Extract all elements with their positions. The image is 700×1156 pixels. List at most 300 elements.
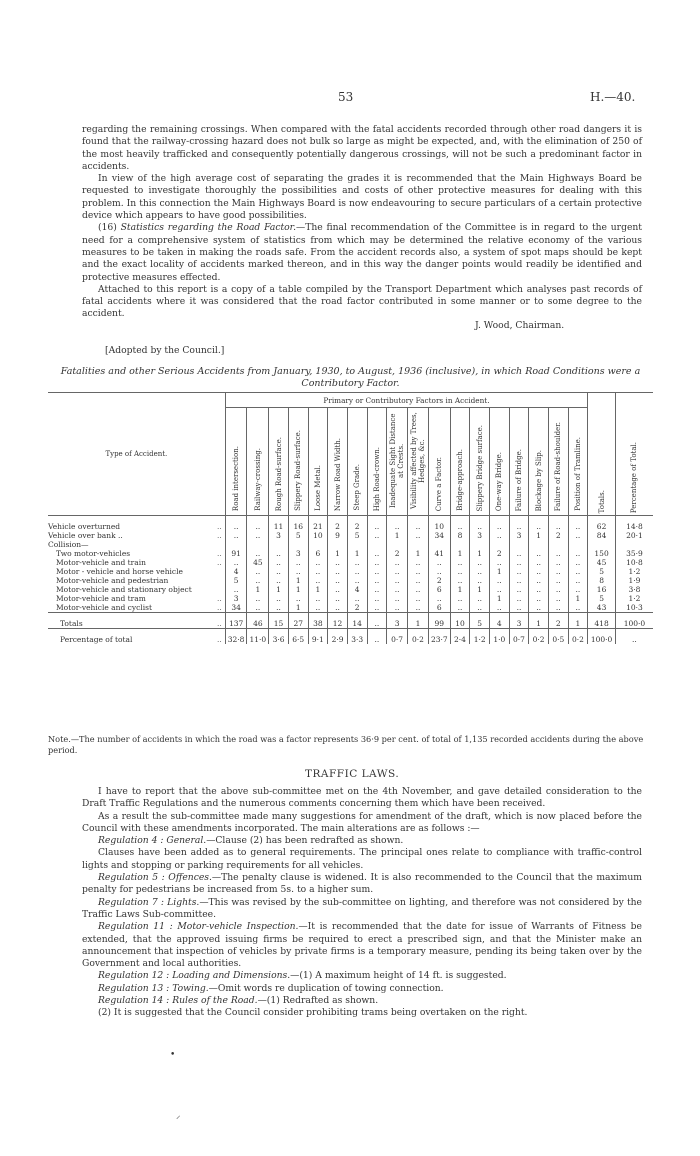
table-cell: 46: [247, 613, 269, 629]
table-cell: 0·7: [509, 629, 529, 645]
paragraph-statistics: (16) Statistics regarding the Road Factor.—The final recommendation of the Committee is in regard to the urgent need for a comprehensive system of statistics from which may be determined the relative economy of the various measures to be taken in making the roads safe. From the accident records also, a system of spot maps should be kept and the exact locality of accidents marked thereon, and in this way the danger points would readily be identified and protective measures effected.: [82, 222, 643, 283]
regulation-ref: Regulation 11 : Motor-vehicle Inspection.: [98, 921, 299, 933]
regulation-ref: Regulation 13 : Towing.: [98, 982, 209, 994]
table-cell: ..: [450, 567, 470, 576]
row-total: 150: [588, 549, 616, 558]
table-cell: 1: [288, 576, 308, 585]
row-percentage: 20·1: [615, 531, 653, 540]
regulation-item: Regulation 11 : Motor-vehicle Inspection.—It is recommended that the date for issue of Warrants of Fitness be extended, that the approved issuing firms be required to erect a prescribed sign, and that the Minister make an announcement that inspection of vehicles by private firms is a temporary measure, pending its being taken over by the Government and local authorities.: [82, 921, 642, 970]
table-cell: 1: [489, 567, 509, 576]
row-label: Vehicle overturned ..: [48, 522, 222, 531]
table-cell: ..: [347, 567, 367, 576]
traffic-laws-heading: TRAFFIC LAWS.: [305, 768, 400, 780]
table-cell: ..: [367, 516, 387, 532]
table-cell: ..: [367, 613, 387, 629]
row-percentage: 1·2: [615, 567, 653, 576]
traffic-laws-text: [82, 786, 642, 1020]
table-cell: 1: [568, 594, 588, 603]
regulation-list: [82, 835, 642, 1019]
table-cell: 1: [328, 549, 348, 558]
row-percentage: 100·0: [615, 613, 653, 629]
table-cell: 15: [269, 613, 289, 629]
row-total: 5: [588, 567, 616, 576]
table-cell: 1: [408, 613, 429, 629]
table-cell: 10: [450, 613, 470, 629]
factor-column-header: Loose Metal.: [308, 408, 328, 516]
table-row: [48, 576, 653, 585]
table-cell: ..: [408, 567, 429, 576]
table-cell: ..: [568, 531, 588, 540]
factor-column-header: Blockage by Slip.: [529, 408, 549, 516]
table-cell: ..: [548, 567, 568, 576]
row-label: Percentage of total ..: [48, 629, 225, 645]
table-cell: 2·9: [328, 629, 348, 645]
table-cell: 137: [225, 613, 247, 629]
paragraph: Attached to this report is a copy of a table compiled by the Transport Department which analyses past records of fatal accidents where it was considered that the road factor contributed in some manner or to some degree to the accident.: [82, 283, 642, 320]
table-cell: ..: [387, 576, 408, 585]
factor-column-header: One-way Bridge.: [489, 408, 509, 516]
paragraph: I have to report that the above sub-committee met on the 4th November, and gave detailed consideration to the Draft Traffic Regulations and the numerous comments concerning them which have been received.: [82, 786, 642, 810]
row-percentage: 1·2: [615, 594, 653, 603]
table-cell: ..: [347, 594, 367, 603]
table-cell: ..: [568, 576, 588, 585]
adopted-note: [Adopted by the Council.]: [105, 345, 225, 356]
table-cell: 2: [548, 613, 568, 629]
regulation-item: Regulation 13 : Towing.—Omit words re duplication of towing connection.: [98, 982, 444, 994]
table-cell: 6: [428, 603, 450, 613]
table-cell: 0·2: [568, 629, 588, 645]
table-cell: ..: [387, 594, 408, 603]
table-cell: ..: [367, 594, 387, 603]
document-reference: H.—40.: [590, 90, 636, 104]
factor-column-header: Slippery Bridge surface.: [470, 408, 490, 516]
table-cell: ..: [529, 549, 549, 558]
table-cell: ..: [408, 576, 429, 585]
table-cell: ..: [470, 516, 490, 532]
table-cell: 2: [387, 549, 408, 558]
paragraph: In view of the high average cost of separating the grades it is recommended that the Main Highways Board be requested to investigate thoroughly the possibilities and costs of other protective measures for dealing with this problem. In this connection the Main Highways Board is now endeavouring to secure particulars of a certain protective device which appears to have good possibilities.: [82, 173, 642, 222]
table-cell: ..: [269, 567, 289, 576]
table-cell: 2: [347, 516, 367, 532]
table-cell: 34: [225, 603, 247, 613]
row-label: Motor-vehicle and stationary object: [56, 585, 192, 594]
table-cell: ..: [568, 558, 588, 567]
table-cell: ..: [367, 603, 387, 613]
factor-column-header: Railway-crossing.: [247, 408, 269, 516]
table-cell: ..: [288, 594, 308, 603]
factor-column-header: Failure of Road-shoulder.: [548, 408, 568, 516]
table-cell: ..: [470, 603, 490, 613]
regulation-item: Regulation 14 : Rules of the Road.—(1) Redrafted as shown.: [98, 995, 379, 1007]
table-cell: ..: [529, 576, 549, 585]
regulation-item: Regulation 5 : Offences.—The penalty clause is widened. It is also recommended to the Council that the maximum penalty for pedestrians be increased from 5s. to a higher sum.: [82, 872, 642, 896]
table-cell: 1: [450, 585, 470, 594]
row-total: 16: [588, 585, 616, 594]
table-cell: ..: [509, 576, 529, 585]
table-cell: ..: [387, 516, 408, 532]
row-total: 84: [588, 531, 616, 540]
table-cell: ..: [529, 585, 549, 594]
table-cell: [367, 540, 387, 549]
table-cell: 1·2: [470, 629, 490, 645]
table-cell: ..: [529, 603, 549, 613]
table-cell: 2: [347, 603, 367, 613]
percentage-row: [48, 629, 653, 645]
table-cell: ..: [269, 549, 289, 558]
row-total: 45: [588, 558, 616, 567]
table-cell: 11: [269, 516, 289, 532]
table-cell: ..: [408, 594, 429, 603]
table-cell: ..: [548, 576, 568, 585]
table-cell: 3: [470, 531, 490, 540]
table-cell: 8: [450, 531, 470, 540]
table-cell: ..: [509, 516, 529, 532]
paragraph: As a result the sub-committee made many suggestions for amendment of the draft, which is now placed before the Council with these amendments incorporated. The main alterations are as follows :—: [82, 810, 642, 834]
table-cell: 38: [308, 613, 328, 629]
factor-column-header: Inadequate Sight Distance at Crests.: [387, 408, 408, 516]
row-label: Motor-vehicle and train ..: [56, 558, 222, 567]
regulation-item: Regulation 4 : General.—Clause (2) has been redrafted as shown.: [98, 835, 404, 847]
table-cell: 6: [428, 585, 450, 594]
table-cell: 5: [347, 531, 367, 540]
table-cell: ..: [509, 603, 529, 613]
table-row: [48, 594, 653, 603]
table-cell: 2·4: [450, 629, 470, 645]
table-cell: ..: [225, 516, 247, 532]
table-cell: ..: [548, 603, 568, 613]
table-cell: [308, 540, 328, 549]
regulation-ref: Regulation 14 : Rules of the Road.: [98, 995, 258, 1007]
table-cell: 4: [489, 613, 509, 629]
table-cell: 5: [225, 576, 247, 585]
row-percentage: 3·8: [615, 585, 653, 594]
table-cell: 1·0: [489, 629, 509, 645]
table-cell: ..: [225, 558, 247, 567]
table-row: [48, 540, 653, 549]
row-percentage: 10·3: [615, 603, 653, 613]
paragraph: regarding the remaining crossings. When compared with the fatal accidents recorded through other road dangers it is found that the railway-crossing hazard does not bulk so large as might be expected, and, with the elimination of 250 of the most heavily trafficked and consequently potentially dangerous crossings, will not be such a predominant factor in accidents.: [82, 124, 642, 172]
table-row: [48, 549, 653, 558]
table-cell: ..: [247, 549, 269, 558]
regulation-item: Clauses have been added as to general requirements. The principal ones relate to compliance with traffic-control lights and stopping or parking requirements for all vehicles.: [82, 847, 642, 871]
factor-column-header: Rough Road-surface.: [269, 408, 289, 516]
table-cell: 2: [428, 576, 450, 585]
table-cell: ..: [367, 629, 387, 645]
table-cell: ..: [247, 567, 269, 576]
table-cell: ..: [328, 558, 348, 567]
row-percentage: [615, 540, 653, 549]
table-cell: ..: [509, 558, 529, 567]
table-cell: [408, 540, 429, 549]
row-percentage: 14·8: [615, 516, 653, 532]
table-cell: 3: [269, 531, 289, 540]
signature: J. Wood, Chairman.: [475, 320, 565, 331]
factor-column-header: High Road-crown.: [367, 408, 387, 516]
table-cell: ..: [225, 585, 247, 594]
table-cell: 1: [529, 531, 549, 540]
row-total: 62: [588, 516, 616, 532]
table-cell: 16: [288, 516, 308, 532]
table-cell: 3: [387, 613, 408, 629]
row-label: Vehicle over bank .. ..: [48, 531, 222, 540]
table-cell: ..: [408, 516, 429, 532]
factor-column-header: Bridge-approach.: [450, 408, 470, 516]
table-cell: 9: [328, 531, 348, 540]
factor-column-header: Failure of Bridge.: [509, 408, 529, 516]
row-total: [588, 540, 616, 549]
table-cell: 41: [428, 549, 450, 558]
table-cell: ..: [367, 585, 387, 594]
table-row: [48, 567, 653, 576]
table-cell: [347, 540, 367, 549]
table-cell: ..: [308, 558, 328, 567]
table-cell: ..: [568, 567, 588, 576]
row-percentage: 10·8: [615, 558, 653, 567]
totals-row: [48, 613, 653, 629]
table-cell: 32·8: [225, 629, 247, 645]
table-cell: ..: [247, 603, 269, 613]
table-cell: ..: [247, 576, 269, 585]
table-cell: 0·2: [408, 629, 429, 645]
table-cell: [489, 540, 509, 549]
table-cell: 3: [509, 531, 529, 540]
table-cell: [529, 540, 549, 549]
row-total: 5: [588, 594, 616, 603]
regulation-ref: Regulation 5 : Offences.: [98, 872, 212, 884]
table-cell: 1: [489, 594, 509, 603]
table-cell: [509, 540, 529, 549]
table-cell: [269, 540, 289, 549]
table-row: [48, 585, 653, 594]
percentage-header: Percentage of Total.: [615, 393, 653, 516]
table-cell: 6: [308, 549, 328, 558]
table-cell: [387, 540, 408, 549]
table-cell: [450, 540, 470, 549]
table-cell: ..: [328, 603, 348, 613]
table-cell: [470, 540, 490, 549]
table-cell: 1: [568, 613, 588, 629]
table-cell: 99: [428, 613, 450, 629]
table-cell: 1: [269, 585, 289, 594]
table-cell: ..: [489, 558, 509, 567]
table-cell: 3: [509, 613, 529, 629]
table-cell: 1: [470, 549, 490, 558]
table-cell: 2: [328, 516, 348, 532]
table-cell: ..: [470, 594, 490, 603]
table-cell: ..: [308, 576, 328, 585]
factor-column-header: Steep Grade.: [347, 408, 367, 516]
table-cell: 1: [288, 603, 308, 613]
table-cell: 9·1: [308, 629, 328, 645]
accidents-table: [48, 392, 653, 644]
table-cell: 0·2: [529, 629, 549, 645]
table-cell: ..: [450, 558, 470, 567]
table-cell: ..: [450, 603, 470, 613]
regulation-ref: Regulation 4 : General.: [98, 835, 207, 847]
table-cell: 23·7: [428, 629, 450, 645]
table-cell: 3·6: [269, 629, 289, 645]
row-label: Collision—: [48, 540, 89, 549]
table-cell: ..: [428, 594, 450, 603]
type-of-accident-header: Type of Accident.: [48, 393, 225, 516]
table-cell: [288, 540, 308, 549]
table-cell: ..: [367, 567, 387, 576]
table-cell: [225, 540, 247, 549]
table-cell: ..: [470, 558, 490, 567]
table-cell: ..: [509, 585, 529, 594]
table-cell: ..: [387, 558, 408, 567]
table-cell: ..: [548, 558, 568, 567]
table-cell: 34: [428, 531, 450, 540]
table-cell: 1: [529, 613, 549, 629]
table-row: [48, 558, 653, 567]
table-cell: ..: [548, 549, 568, 558]
table-cell: 1: [247, 585, 269, 594]
table-cell: ..: [387, 567, 408, 576]
table-cell: 21: [308, 516, 328, 532]
table-cell: 3: [288, 549, 308, 558]
table-cell: 91: [225, 549, 247, 558]
table-cell: ..: [548, 594, 568, 603]
table-cell: 10: [308, 531, 328, 540]
table-cell: [428, 540, 450, 549]
regulation-ref: Regulation 12 : Loading and Dimensions.: [98, 970, 291, 982]
table-cell: ..: [308, 567, 328, 576]
table-cell: ..: [387, 603, 408, 613]
table-cell: [328, 540, 348, 549]
table-cell: ..: [548, 585, 568, 594]
regulation-item: (2) It is suggested that the Council consider prohibiting trams being overtaken on the right.: [98, 1007, 528, 1019]
factor-column-header: Visibility affected by Trees, Hedges, &c.: [408, 408, 429, 516]
factor-column-header: Slippery Road-surface.: [288, 408, 308, 516]
table-cell: ..: [308, 603, 328, 613]
table-row: [48, 516, 653, 532]
factors-group-header: Primary or Contributory Factors in Accident.: [225, 393, 588, 408]
table-cell: 1: [347, 549, 367, 558]
table-cell: 3·3: [347, 629, 367, 645]
table-cell: 45: [247, 558, 269, 567]
table-cell: 12: [328, 613, 348, 629]
row-percentage: 1·9: [615, 576, 653, 585]
table-cell: ..: [347, 558, 367, 567]
table-cell: ..: [269, 576, 289, 585]
table-cell: ..: [470, 576, 490, 585]
table-cell: 14: [347, 613, 367, 629]
intro-text: [82, 124, 642, 321]
table-cell: 2: [489, 549, 509, 558]
table-cell: 4: [225, 567, 247, 576]
table-cell: ..: [428, 558, 450, 567]
table-cell: ..: [509, 567, 529, 576]
table-cell: ..: [328, 576, 348, 585]
factor-column-header: Curve a Factor.: [428, 408, 450, 516]
table-cell: ..: [367, 576, 387, 585]
table-cell: ..: [288, 558, 308, 567]
table-cell: 2: [548, 531, 568, 540]
factor-column-header: Position of Tramline.: [568, 408, 588, 516]
table-note: Note.—The number of accidents in which the road was a factor represents 36·9 per cent. of total of 1,135 recorded accidents during the above period.: [48, 734, 644, 755]
table-cell: ..: [367, 549, 387, 558]
table-cell: ..: [247, 531, 269, 540]
table-cell: 1: [387, 531, 408, 540]
totals-header: Totals.: [588, 393, 616, 516]
table-cell: [548, 540, 568, 549]
table-cell: 3: [225, 594, 247, 603]
table-cell: 0·7: [387, 629, 408, 645]
row-total: 8: [588, 576, 616, 585]
table-cell: ..: [247, 516, 269, 532]
table-cell: ..: [269, 558, 289, 567]
table-cell: ..: [568, 549, 588, 558]
table-cell: ..: [489, 603, 509, 613]
table-cell: ..: [489, 516, 509, 532]
row-total: 418: [588, 613, 616, 629]
row-percentage: ..: [615, 629, 653, 645]
stray-mark: ⸍: [176, 1115, 181, 1125]
table-cell: ..: [450, 516, 470, 532]
table-row: [48, 603, 653, 613]
table-cell: ..: [408, 558, 429, 567]
table-cell: ..: [328, 585, 348, 594]
table-cell: 1: [308, 585, 328, 594]
page-number: 53: [338, 90, 354, 104]
table-cell: ..: [269, 594, 289, 603]
factor-column-header: Road intersection.: [225, 408, 247, 516]
table-cell: ..: [568, 516, 588, 532]
stray-mark: •: [170, 1050, 176, 1060]
table-cell: 1: [470, 585, 490, 594]
table-cell: [568, 540, 588, 549]
table-cell: ..: [428, 567, 450, 576]
regulation-item: Regulation 12 : Loading and Dimensions.—(1) A maximum height of 14 ft. is suggested.: [98, 970, 507, 982]
table-cell: ..: [509, 594, 529, 603]
table-cell: ..: [529, 594, 549, 603]
table-cell: ..: [367, 558, 387, 567]
statistics-title: Statistics regarding the Road Factor.: [120, 222, 296, 234]
table-cell: ..: [489, 576, 509, 585]
table-cell: ..: [529, 567, 549, 576]
table-row: [48, 531, 653, 540]
table-cell: ..: [548, 516, 568, 532]
table-cell: 0·5: [548, 629, 568, 645]
table-cell: ..: [367, 531, 387, 540]
table-cell: 10: [428, 516, 450, 532]
table-cell: ..: [408, 603, 429, 613]
row-label: Motor-vehicle and tram ..: [56, 594, 222, 603]
table-cell: ..: [288, 567, 308, 576]
table-cell: 5: [470, 613, 490, 629]
regulation-item: Regulation 7 : Lights.—This was revised by the sub-committee on lighting, and therefore was not considered by the Traffic Laws Sub-committee.: [82, 896, 642, 920]
table-cell: ..: [470, 567, 490, 576]
table-cell: ..: [489, 585, 509, 594]
table-cell: ..: [509, 549, 529, 558]
factor-column-header: Narrow Road Width.: [328, 408, 348, 516]
table-cell: 6·5: [288, 629, 308, 645]
table-cell: ..: [450, 594, 470, 603]
table-cell: 1: [408, 549, 429, 558]
table-cell: ..: [269, 603, 289, 613]
table-cell: ..: [347, 576, 367, 585]
table-cell: ..: [247, 594, 269, 603]
table-cell: ..: [387, 585, 408, 594]
regulation-ref: Regulation 7 : Lights.: [98, 896, 200, 908]
row-label: Two motor-vehicles ..: [56, 549, 222, 558]
row-label: Totals ..: [48, 613, 225, 629]
table-cell: 1: [450, 549, 470, 558]
table-cell: ..: [568, 585, 588, 594]
row-label: Motor-vehicle and pedestrian: [56, 576, 169, 585]
table-cell: ..: [408, 585, 429, 594]
